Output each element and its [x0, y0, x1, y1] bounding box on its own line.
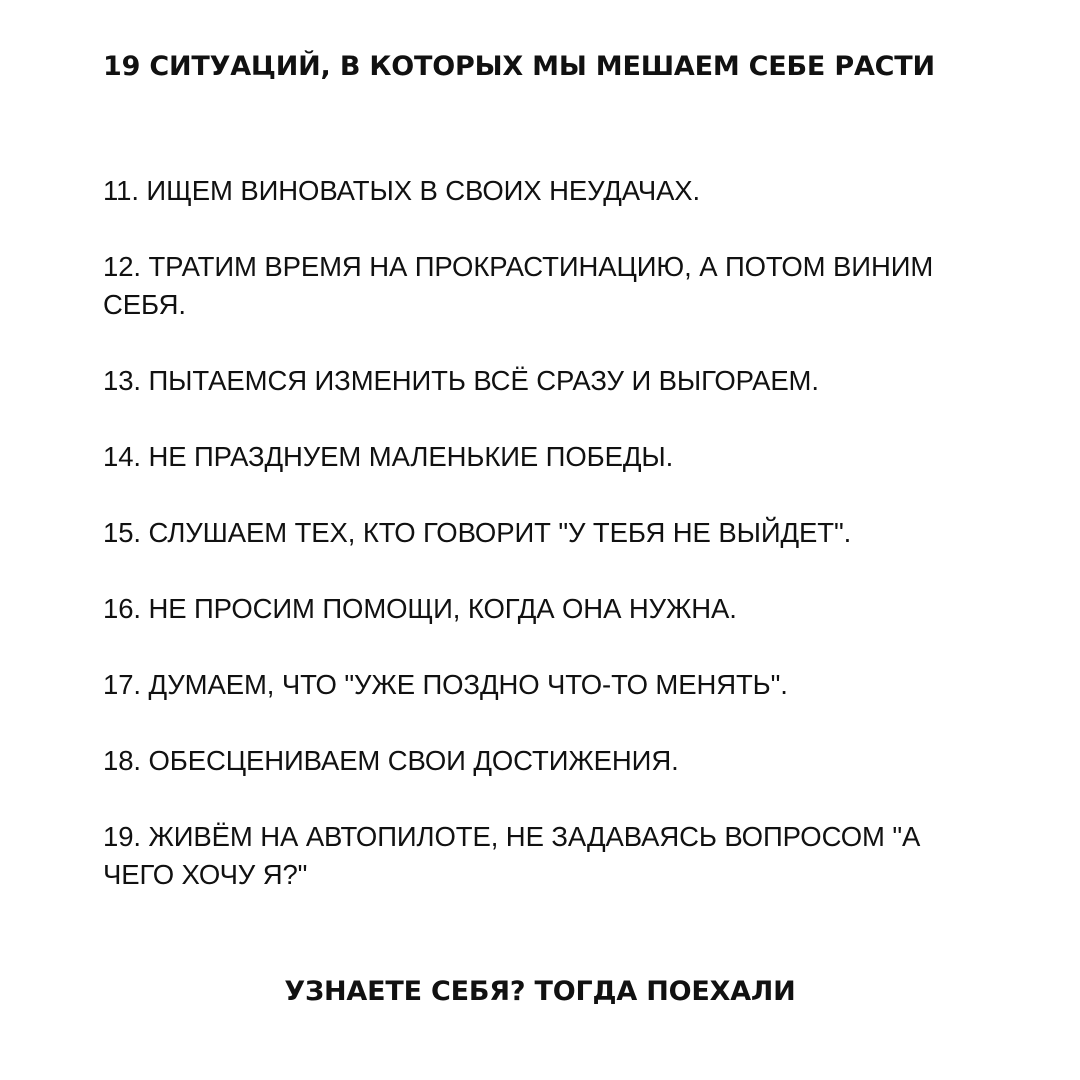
- page-title: 19 СИТУАЦИЙ, В КОТОРЫХ МЫ МЕШАЕМ СЕБЕ РАСТИ: [103, 51, 935, 82]
- list-item: 13. ПЫТАЕМСЯ ИЗМЕНИТЬ ВСЁ СРАЗУ И ВЫГОРАЕМ.: [103, 365, 819, 396]
- list-item: 11. ИЩЕМ ВИНОВАТЫХ В СВОИХ НЕУДАЧАХ.: [103, 175, 701, 206]
- list-item: 18. ОБЕСЦЕНИВАЕМ СВОИ ДОСТИЖЕНИЯ.: [103, 745, 679, 776]
- list-item: 14. НЕ ПРАЗДНУЕМ МАЛЕНЬКИЕ ПОБЕДЫ.: [103, 441, 674, 472]
- list-item: 19. ЖИВЁМ НА АВТОПИЛОТЕ, НЕ ЗАДАВАЯСЬ ВОПРОСОМ "А ЧЕГО ХОЧУ Я?": [103, 821, 921, 890]
- list-item: 12. ТРАТИМ ВРЕМЯ НА ПРОКРАСТИНАЦИЮ, А ПОТОМ ВИНИМ СЕБЯ.: [103, 251, 934, 320]
- footer-call-to-action: УЗНАЕТЕ СЕБЯ? ТОГДА ПОЕХАЛИ: [284, 976, 796, 1007]
- situations-list: [103, 172, 983, 932]
- list-item: 15. СЛУШАЕМ ТЕХ, КТО ГОВОРИТ "У ТЕБЯ НЕ ВЫЙДЕТ".: [103, 517, 852, 548]
- list-item: 17. ДУМАЕМ, ЧТО "УЖЕ ПОЗДНО ЧТО-ТО МЕНЯТЬ".: [103, 669, 788, 700]
- list-item: 16. НЕ ПРОСИМ ПОМОЩИ, КОГДА ОНА НУЖНА.: [103, 593, 737, 624]
